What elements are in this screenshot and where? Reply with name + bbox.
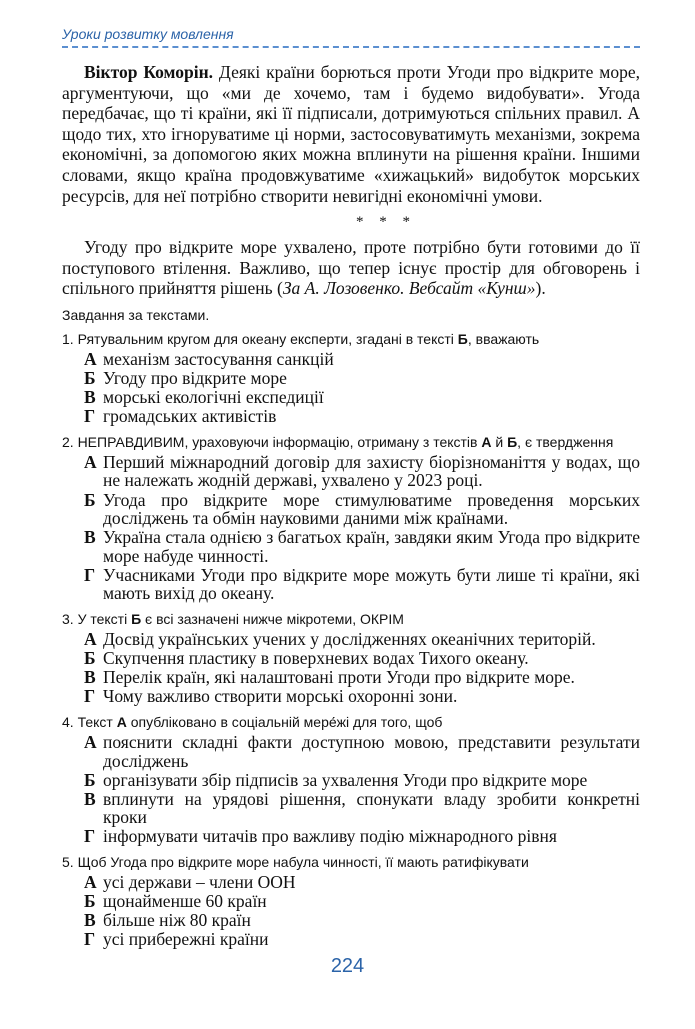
option-text: механізм застосування санкцій [103, 348, 334, 369]
option-text: більше ніж 80 країн [103, 910, 251, 931]
text-reference: Б [131, 611, 142, 628]
answer-options [62, 453, 640, 603]
question-text [62, 331, 640, 347]
text-reference: А [481, 433, 492, 450]
option-letter: В [84, 910, 96, 931]
question-text [62, 434, 640, 450]
question-4 [62, 714, 640, 846]
answer-option [62, 630, 640, 649]
option-letter: В [84, 527, 96, 548]
option-text: Перший міжнародний договір для захисту біорізноманіття у водах, що не належать жодній державі, ухвалено у 2023 році. [103, 451, 640, 491]
option-text: усі прибережні країни [103, 929, 269, 950]
option-letter: В [84, 667, 96, 688]
question-2 [62, 434, 640, 603]
option-text: Україна стала однією з багатьох країн, завдяки яким Угода про відкрите море набуде чинності. [103, 527, 640, 566]
answer-option [62, 930, 640, 949]
question-prefix: 3. У тексті [62, 611, 132, 628]
answer-option [62, 771, 640, 790]
option-letter: А [84, 451, 97, 472]
question-suffix: , є твердження [517, 433, 614, 450]
source-citation: За А. Лозовенко. Вебсайт «Кунш» [282, 278, 536, 299]
text-reference: Б [507, 433, 518, 450]
paragraph-conclusion [62, 237, 640, 299]
option-text: усі держави – члени ООН [103, 872, 296, 892]
text-reference: Б [457, 330, 468, 347]
option-text: Перелік країн, які налаштовані проти Угоди про відкрите море. [103, 667, 575, 688]
option-letter: А [84, 731, 97, 752]
answer-option [62, 350, 640, 369]
option-letter: Б [84, 769, 96, 790]
option-letter: Г [84, 929, 96, 950]
option-text: Досвід українських учених у дослідженнях океанічних територій. [103, 629, 596, 650]
answer-options [62, 733, 640, 846]
section-separator: * * * [356, 214, 416, 231]
option-text: вплинути на урядові рішення, спонукати владу зробити конкретні кроки [103, 788, 640, 828]
option-letter: Б [84, 368, 96, 389]
answer-option [62, 407, 640, 426]
text-reference: А [116, 713, 127, 730]
option-text: морські екологічні експедиції [103, 387, 324, 408]
answer-option [62, 528, 640, 565]
answer-options [62, 350, 640, 426]
answer-option [62, 649, 640, 668]
answer-option [62, 873, 640, 892]
question-suffix: , вважають [467, 330, 540, 347]
option-text: пояснити складні факти доступною мовою, представити результати досліджень [103, 731, 640, 771]
option-letter: А [84, 348, 97, 369]
option-letter: Б [84, 648, 96, 669]
page-number: 224 [330, 955, 365, 977]
answer-option [62, 388, 640, 407]
answer-option [62, 668, 640, 687]
paragraph-end: ). [535, 278, 546, 299]
option-letter: А [84, 629, 97, 650]
page-content [62, 62, 640, 949]
tasks-title: Завдання за текстами. [62, 306, 210, 323]
option-letter: Б [84, 489, 96, 510]
option-text: Угоду про відкрите море [103, 368, 287, 389]
question-suffix: є всі зазначені нижче мікротеми, ОКРІМ [141, 611, 404, 628]
option-letter: Г [84, 406, 96, 427]
answer-options [62, 873, 640, 949]
question-suffix: опубліковано в соціальній мере́жі для того, щоб [126, 713, 443, 730]
answer-option [62, 369, 640, 388]
option-text: Чому важливо створити морські охоронні зони. [103, 686, 458, 707]
option-text: щонайменше 60 країн [103, 891, 267, 912]
option-text: інформувати читачів про важливу подію міжнародного рівня [103, 826, 557, 847]
option-text: громадських активістів [103, 406, 277, 427]
header-divider [62, 46, 640, 48]
answer-option [62, 566, 640, 603]
question-1 [62, 331, 640, 426]
running-header: Уроки розвитку мовлення [62, 26, 234, 42]
paragraph-text: Деякі країни борються проти Угоди про відкрите море, аргументуючи, що «ми де хочемо, там і будемо видобувати». Угода передбачає, що ті країни, які її підписали, дотримуються спільних правил. А щодо тих, хто ігноруватиме ці норми, застосовуватимуть механізми, зокрема економічні, за допомогою яких можна вплинути на рішення країни. Іншими словами, якщо країна продовжуватиме «хижацький» видобуток морських ресурсів, для неї потрібно створити невигідні економічні умови. [62, 62, 640, 206]
answer-option [62, 733, 640, 770]
option-letter: В [84, 387, 96, 408]
option-letter: В [84, 788, 96, 809]
question-prefix: 1. Рятувальним кругом для океану експерти, згадані в тексті [62, 330, 458, 347]
answer-option [62, 453, 640, 490]
question-prefix: 5. Щоб Угода про відкрите море набула чинності, її мають ратифікувати [62, 854, 529, 870]
answer-option [62, 911, 640, 930]
question-5 [62, 854, 640, 949]
question-text [62, 611, 640, 627]
option-letter: Г [84, 564, 96, 585]
question-text [62, 714, 640, 730]
question-prefix: 2. НЕПРАВДИВИМ, ураховуючи інформацію, отриману з текстів [62, 433, 482, 450]
option-text: Скупчення пластику в поверхневих водах Тихого океану. [103, 648, 529, 669]
option-text: Учасниками Угоди про відкрите море можуть бути лише ті країни, які мають вихід до океану. [103, 564, 640, 604]
option-letter: Б [84, 891, 96, 912]
option-text: організувати збір підписів за ухвалення Угоди про відкрите море [103, 769, 588, 790]
answer-option [62, 892, 640, 911]
answer-option [62, 491, 640, 528]
answer-options [62, 630, 640, 706]
option-letter: Г [84, 826, 96, 847]
question-text [62, 854, 640, 870]
option-letter: А [84, 872, 97, 892]
paragraph-text: Угоду про відкрите море ухвалено, проте потрібно бути готовими до її поступового втілення. Важливо, що тепер існує простір для обговорень і спільного прийняття рішень ( [62, 237, 640, 299]
question-3 [62, 611, 640, 706]
answer-option [62, 790, 640, 827]
question-conjunction: й [491, 433, 508, 450]
option-text: Угода про відкрите море стимулюватиме проведення морських досліджень та обмін науковими даними між країнами. [103, 489, 640, 529]
option-letter: Г [84, 686, 96, 707]
answer-option [62, 827, 640, 846]
answer-option [62, 687, 640, 706]
speaker-name: Віктор Коморін. [84, 62, 214, 82]
paragraph-komorin [62, 62, 640, 206]
question-prefix: 4. Текст [62, 713, 117, 730]
